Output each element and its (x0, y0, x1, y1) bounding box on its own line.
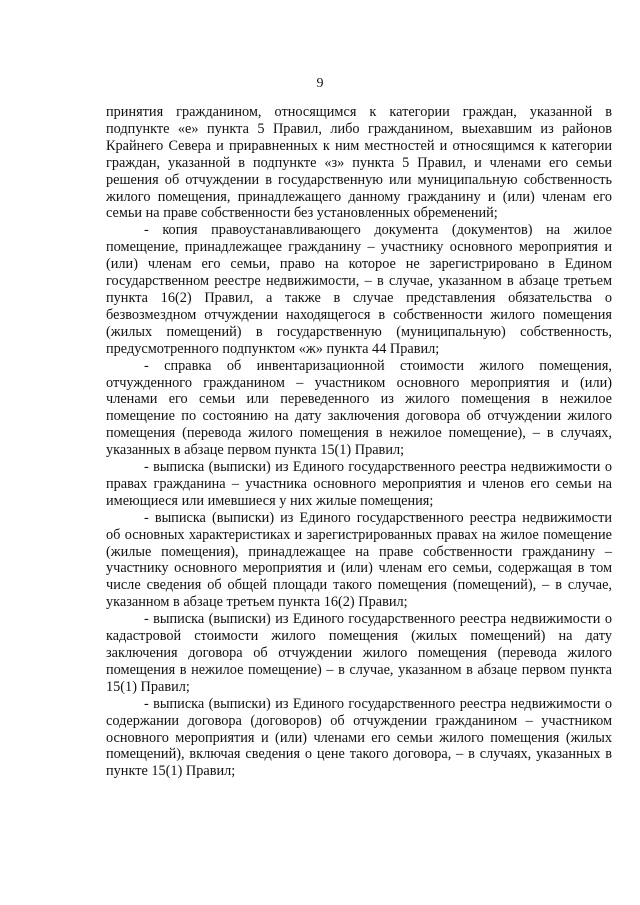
paragraph-registry-extract-cadastral-value: - выписка (выписки) из Единого государственного реестра недвижимости о кадастровой стоимости жилого помещения (жилых помещений) на дату заключения договора об отчуждении жилого помещения (перевода жилого помещения в нежилое помещение) – в случае, указанном в абзаце первом пункта 15(1) Правил; (106, 611, 612, 695)
paragraph-registry-extract-characteristics: - выписка (выписки) из Единого государственного реестра недвижимости об основных характеристиках и зарегистрированных правах на жилое помещение (жилые помещения), принадлежащее на праве собственности гражданину – участнику основного мероприятия и (или) членам его семьи, содержащая в том числе сведения об общей площади такого помещения (помещений), – в случае, указанном в абзаце третьем пункта 16(2) Правил; (106, 509, 612, 611)
paragraph-registry-extract-contract: - выписка (выписки) из Единого государственного реестра недвижимости о содержании договора (договоров) об отчуждении гражданином – участником основного мероприятия и (или) членами его семьи жилого помещения (жилых помещений), включая сведения о цене такого договора, – в случаях, указанных в пункте 15(1) Правил; (106, 695, 612, 780)
paragraph-continuation: принятия гражданином, относящимся к категории граждан, указанной в подпункте «е» пункта 5 Правил, либо гражданином, выехавшим из районов Крайнего Севера и приравненных к ним местностей и относящимся к категории граждан, указанной в подпункте «з» пункта 5 Правил, и членами его семьи решения об отчуждении в государственную или муниципальную собственность жилого помещения, принадлежащего данному гражданину и (или) членам его семьи на праве собственности без установленных обременений; (106, 104, 612, 222)
page-number: 9 (316, 76, 324, 91)
paragraph-registry-extract-rights: - выписка (выписки) из Единого государственного реестра недвижимости о правах гражданина – участника основного мероприятия и членов его семьи на имеющиеся или имевшиеся у них жилые помещения; (106, 459, 612, 509)
paragraph-inventory-value-certificate: - справка об инвентаризационной стоимости жилого помещения, отчужденного гражданином – участником основного мероприятия и (или) членами его семьи или переведенного из жилого помещения в нежилое помещение по состоянию на дату заключения договора об отчуждении жилого помещения (перевода жилого помещения в нежилое помещение), – в случаях, указанных в абзаце первом пункта 15(1) Правил; (106, 357, 612, 459)
paragraph-title-document-copy: - копия правоустанавливающего документа (документов) на жилое помещение, принадлежащее гражданину – участнику основного мероприятия и (или) членам его семьи, право на которое не зарегистрировано в Едином государственном реестре недвижимости, – в случае, указанном в абзаце третьем пункта 16(2) Правил, а также в случае представления обязательства о безвозмездном отчуждении находящегося в собственности жилого помещения (жилых помещений) в государственную (муниципальную) собственность, предусмотренного подпунктом «ж» пункта 44 Правил; (106, 222, 612, 357)
document-body (106, 104, 612, 780)
